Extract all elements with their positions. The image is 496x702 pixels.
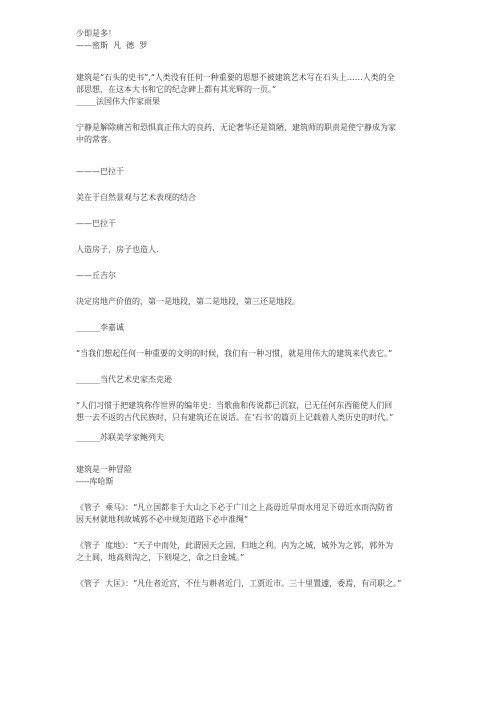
quote-text: 人造房子，房子也造人. (76, 245, 159, 254)
quote-attribution: _____法国伟大作家雨果 (76, 97, 160, 106)
quote-text: 《管子 大匡》：“凡仕者近宫，不仕与耕者近门，工贾近市。三十里置遽，委焉，有司职之。” (76, 579, 402, 588)
quote-text: 少即是多！ (76, 29, 116, 38)
quote-attribution: ——密斯 凡 德 罗 (76, 41, 148, 50)
quote-attribution: ______苏联美学家鲍列夫 (76, 433, 164, 442)
quote-block-1 (76, 28, 434, 52)
quote-text: 《管子 度地》：“天子中而处，此谓因天之固，归地之利。内为之城，城外为之郭，郭外为 (76, 541, 394, 550)
quote-text: 美在于自然景观与艺术表现的结合 (76, 193, 196, 202)
quote-attribution: ———巴拉干 (76, 167, 124, 176)
quote-attribution: ______李嘉诚 (76, 323, 124, 332)
quote-block-13 (76, 400, 434, 444)
quote-text: 决定房地产价值的，第一是地段，第二是地段，第三还是地段。 (76, 297, 300, 306)
quote-text: 因天材就地利故城郭不必中规矩道路下必中准绳” (76, 515, 249, 524)
quote-attribution: ——丘吉尔 (76, 271, 116, 280)
quote-attribution: ——巴拉干 (76, 219, 116, 228)
quote-block-2 (76, 72, 434, 108)
quote-block-3 (76, 122, 434, 146)
quote-text: 之土阆，地高则沟之，下则堤之，命之曰金城。” (76, 553, 245, 562)
classic-quote-2 (76, 540, 434, 564)
quote-text: 《管子 乘马》：“凡立国都非于大山之下必于广川之上高毋近旱而水用足下毋近水而沟防省 (76, 503, 394, 512)
quote-text: 中的常客。 (76, 135, 116, 144)
quote-text: “人们习惯于把建筑称作世界的编年史：当歌曲和传说都已沉寂，已无任何东西能使人们回 (76, 401, 393, 410)
quote-text: 部思想，在这本大书和它的纪念碑上都有其光辉的一页。” (76, 85, 277, 94)
quote-attribution: -----库哈斯 (76, 477, 114, 486)
quote-attribution: ______当代艺术史家杰克逊 (76, 375, 172, 384)
quote-block-14 (76, 464, 434, 488)
quote-text: 建筑是一种冒险 (76, 465, 132, 474)
quote-text: 想一去不返的古代民族时，只有建筑还在说话。在‘石书’的篇页上记载着人类历史的时代。” (76, 413, 394, 422)
classic-quote-1 (76, 502, 434, 526)
quote-text: “当我们想起任何一种重要的文明的时候，我们有一种习惯，就是用伟大的建筑来代表它。” (76, 349, 393, 358)
classic-quote-3 (76, 578, 434, 590)
quote-text: 建筑是“石头的史书”,“人类没有任何一种重要的思想不被建筑艺术写在石头上……人类的全 (76, 73, 395, 82)
quote-text: 宁静是解除痛苦和恐惧真正伟大的良药，无论奢华还是简陋，建筑师的职责是使宁静成为家 (76, 123, 396, 132)
